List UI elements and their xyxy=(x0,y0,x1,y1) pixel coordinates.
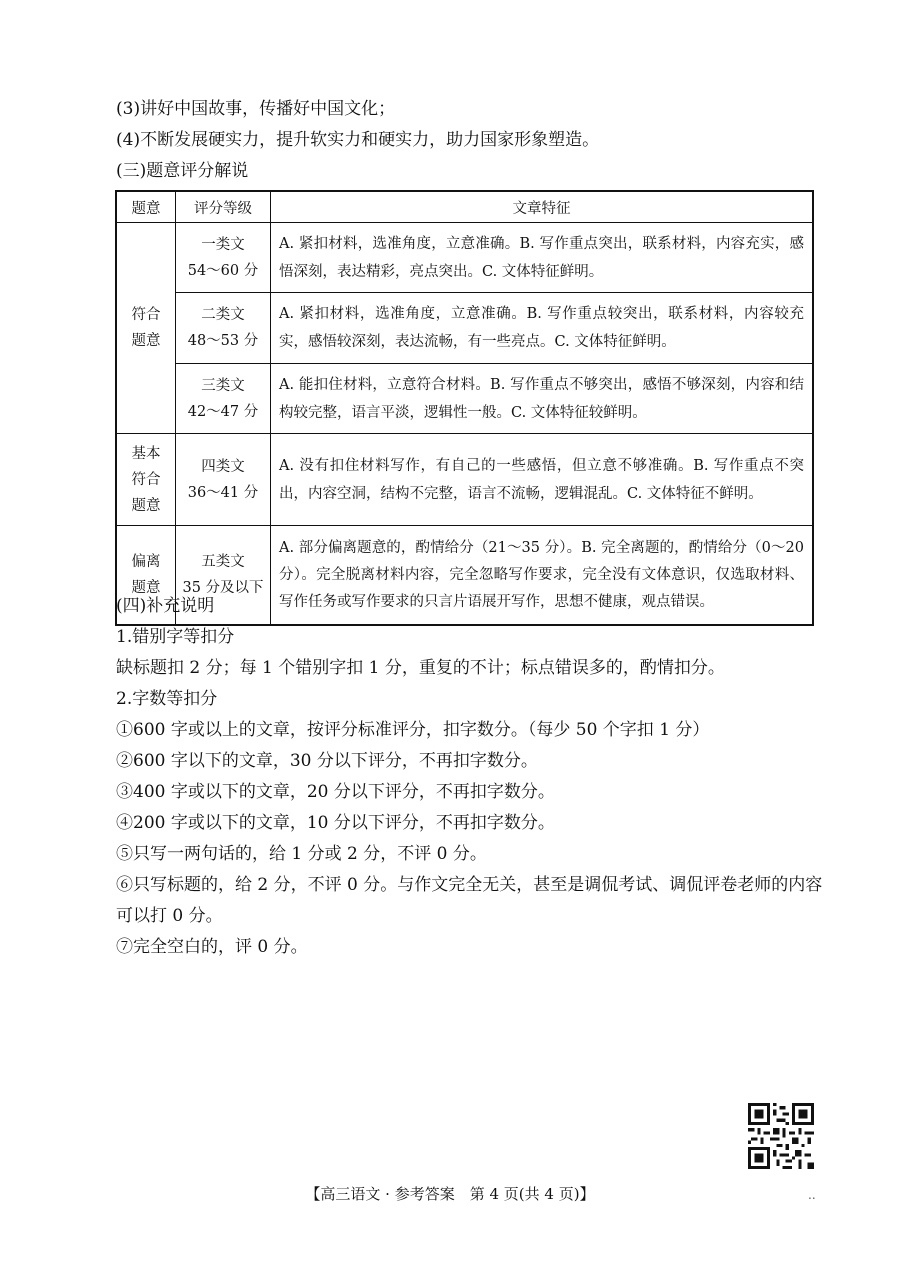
table-row xyxy=(116,434,813,526)
table-row xyxy=(116,364,813,434)
intro-item-3: (3)讲好中国故事，传播好中国文化； xyxy=(116,99,396,119)
group-label-fit xyxy=(116,223,176,434)
rule-item: ②600 字以下的文章，30 分以下评分，不再扣字数分。 xyxy=(116,751,538,771)
table-header-row xyxy=(116,191,813,223)
grade-cell xyxy=(176,223,271,293)
grade-name: 四类文 xyxy=(201,458,245,475)
grade-name: 一类文 xyxy=(201,236,245,253)
grade-range: 36～41 分 xyxy=(187,484,259,501)
rule-item: ⑤只写一两句话的，给 1 分或 2 分，不评 0 分。 xyxy=(116,844,487,864)
group-label-text: 题意 xyxy=(131,580,161,596)
section-4-title: (四)补充说明 xyxy=(116,596,215,616)
rule-item: ⑦完全空白的，评 0 分。 xyxy=(116,937,308,957)
feature-cell: A. 紧扣材料，选准角度，立意准确。B. 写作重点较突出，联系材料，内容较充实，感悟较深刻，表达流畅，有一些亮点。C. 文体特征鲜明。 xyxy=(271,293,814,364)
grade-cell xyxy=(176,293,271,364)
table-row xyxy=(116,293,813,364)
rule-item: ⑥只写标题的，给 2 分，不评 0 分。与作文完全无关，甚至是调侃考试、调侃评卷老师的内容 xyxy=(116,875,823,895)
rule-item: ①600 字或以上的文章，按评分标准评分，扣字数分。（每少 50 个字扣 1 分） xyxy=(116,720,710,740)
grade-name: 二类文 xyxy=(201,307,245,323)
feature-cell: A. 紧扣材料，选准角度，立意准确。B. 写作重点突出，联系材料，内容充实，感悟深刻，表达精彩，亮点突出。C. 文体特征鲜明。 xyxy=(271,223,814,293)
group-label-text: 题意 xyxy=(131,333,161,349)
grade-range: 54～60 分 xyxy=(187,262,259,279)
grade-cell xyxy=(176,434,271,526)
group-label-text: 基本 xyxy=(131,445,161,462)
subsection-1-text: 缺标题扣 2 分；每 1 个错别字扣 1 分，重复的不计；标点错误多的，酌情扣分。 xyxy=(116,658,725,678)
grade-range: 35 分及以下 xyxy=(182,580,264,596)
subsection-2-title: 2.字数等扣分 xyxy=(116,689,218,709)
header-features: 文章特征 xyxy=(271,191,814,223)
rule-item: ③400 字或以下的文章，20 分以下评分，不再扣字数分。 xyxy=(116,782,555,802)
section-3-title: (三)题意评分解说 xyxy=(116,161,249,181)
grade-name: 五类文 xyxy=(201,554,245,570)
table-row xyxy=(116,223,813,293)
group-label-basic-fit xyxy=(116,434,176,526)
grade-range: 42～47 分 xyxy=(187,403,259,420)
feature-cell: A. 部分偏离题意的，酌情给分（21～35 分）。B. 完全离题的，酌情给分（0～20 分）。完全脱离材料内容，完全忽略写作要求，完全没有文体意识，仅选取材料、写作任务或写作要求的只言片语展开写作，思想不健康，观点错误。 xyxy=(271,526,814,626)
group-label-text: 题意 xyxy=(131,497,161,514)
qr-code-icon xyxy=(748,1103,814,1169)
group-label-text: 符合 xyxy=(131,307,161,323)
intro-item-4: (4)不断发展硬实力，提升软实力和硬实力，助力国家形象塑造。 xyxy=(116,130,600,150)
feature-cell: A. 没有扣住材料写作，有自己的一些感悟，但立意不够准确。B. 写作重点不突出，内容空洞，结构不完整，语言不流畅，逻辑混乱。C. 文体特征不鲜明。 xyxy=(271,434,814,526)
page-footer: 【高三语文 · 参考答案 第 4 页(共 4 页)】 xyxy=(305,1185,595,1203)
header-topic: 题意 xyxy=(116,191,176,223)
grade-name: 三类文 xyxy=(201,377,245,394)
feature-cell: A. 能扣住材料，立意符合材料。B. 写作重点不够突出，感悟不够深刻，内容和结构较完整，语言平淡，逻辑性一般。C. 文体特征较鲜明。 xyxy=(271,364,814,434)
table-row xyxy=(116,526,813,626)
group-label-text: 符合 xyxy=(131,471,161,488)
grade-cell xyxy=(176,364,271,434)
footer-dots: .. xyxy=(808,1188,816,1202)
scoring-table xyxy=(115,190,814,626)
rule-item: ④200 字或以下的文章，10 分以下评分，不再扣字数分。 xyxy=(116,813,555,833)
rule-item-continued: 可以打 0 分。 xyxy=(116,906,223,926)
grade-range: 48～53 分 xyxy=(187,333,259,349)
subsection-1-title: 1.错别字等扣分 xyxy=(116,627,235,647)
header-grade: 评分等级 xyxy=(176,191,271,223)
group-label-text: 偏离 xyxy=(131,554,161,570)
